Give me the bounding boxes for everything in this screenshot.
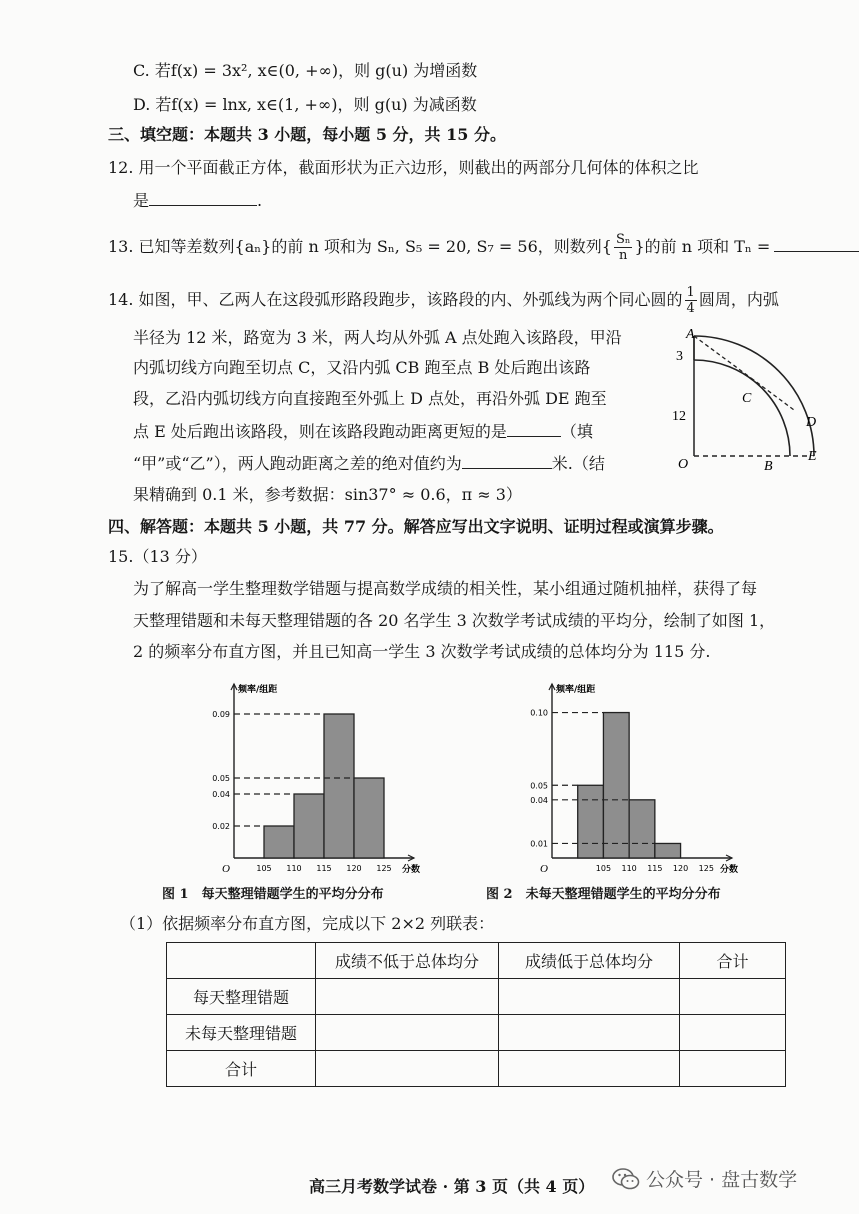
label-o: O	[678, 457, 689, 472]
wechat-icon	[612, 1168, 640, 1190]
label-12: 12	[672, 409, 686, 424]
label-b: B	[764, 459, 773, 474]
table-cell[interactable]	[499, 1051, 680, 1087]
q13-line: 13. 已知等差数列{aₙ}的前 n 项和为 Sₙ, S₅ = 20, S₇ = 56，则数列{ $\frac{\text{Sₙ}}{n}$ }的前 n 项和 Tₙ =	[108, 232, 859, 263]
x-tick-label: 110	[286, 864, 302, 873]
label-3: 3	[676, 349, 683, 364]
watermark	[612, 1165, 797, 1192]
q14-line1: 14. 如图，甲、乙两人在这段弧形路段跑步，该路段的内、外弧线为两个同心圆的 $\frac{1}{4}$ 圆周，内弧	[108, 285, 779, 316]
histogram-2	[518, 676, 748, 876]
x-tick-label: 125	[376, 864, 392, 873]
row-label: 合计	[167, 1051, 316, 1087]
table-header-row	[167, 943, 786, 979]
outer-arc	[694, 336, 817, 456]
y-tick-label: 0.01	[530, 839, 548, 849]
x-tick-label: 105	[256, 864, 272, 873]
table-cell[interactable]	[499, 979, 680, 1015]
inner-arc	[694, 360, 790, 456]
q12-line2: 是 .	[133, 191, 263, 210]
table-header-cell: 成绩不低于总体均分	[316, 943, 499, 979]
q14-line2: 半径为 12 米，路宽为 3 米，两人均从外弧 A 点处跑入该路段，甲沿	[133, 328, 622, 347]
table-cell[interactable]	[316, 979, 499, 1015]
tangent-to-c	[694, 336, 751, 378]
y-tick-label: 0.05	[212, 774, 230, 783]
q15-p3: 2 的频率分布直方图，并且已知高一学生 3 次数学考试成绩的总体均分为 115 分.	[133, 642, 711, 661]
x-tick-label: 115	[316, 864, 332, 873]
histogram-bar	[264, 826, 294, 858]
q15-header: 15.（13 分）	[108, 547, 207, 566]
label-c: C	[742, 391, 752, 406]
option-d: D. 若f(x) = lnx, x∈(1, +∞)，则 g(u) 为减函数	[133, 95, 477, 114]
table-cell[interactable]	[499, 1015, 680, 1051]
q13-fraction: $\frac{\text{Sₙ}}{n}$	[615, 232, 631, 263]
q14-fraction: $\frac{1}{4}$	[686, 285, 695, 316]
x-tick-label: 115	[647, 864, 663, 873]
y-tick-label: 0.09	[212, 710, 230, 719]
option-c: C. 若f(x) = 3x², x∈(0, +∞)，则 g(u) 为增函数	[133, 61, 478, 80]
q14-line7: 果精确到 0.1 米，参考数据：sin37° ≈ 0.6，π ≈ 3）	[133, 485, 522, 504]
x-tick-label: 105	[595, 864, 612, 873]
table-cell[interactable]	[316, 1015, 499, 1051]
y-tick-label: 0.02	[212, 822, 230, 831]
y-tick-label: 0.04	[212, 790, 230, 799]
table-cell[interactable]	[316, 1051, 499, 1087]
q14-line6: “甲”或“乙”），两人跑动距离之差的绝对值约为 米.（结	[133, 454, 605, 473]
x-axis-label: 分数	[720, 865, 739, 875]
histogram-bar	[294, 794, 324, 858]
q13-answer-blank[interactable]	[774, 235, 859, 252]
q14-line4: 段，乙沿内弧切线方向直接跑至外弧上 D 点处，再沿外弧 DE 跑至	[133, 389, 607, 408]
table-row	[167, 1051, 786, 1087]
q14-line5: 点 E 处后跑出该路段，则在该路段跑动距离更短的是 （填	[133, 422, 593, 441]
q15-p2: 天整理错题和未每天整理错题的各 20 名学生 3 次数学考试成绩的平均分，绘制了如图 1，	[133, 611, 776, 630]
table-cell	[167, 943, 316, 979]
y-tick-label: 0.04	[530, 795, 548, 805]
page-footer: 高三月考数学试卷 · 第 3 页（共 4 页）	[309, 1177, 595, 1196]
table-cell[interactable]	[680, 979, 786, 1015]
y-axis-label: 频率/组距	[238, 685, 278, 695]
chart-2-title: 图 2 未每天整理错题学生的平均分分布	[486, 887, 721, 902]
chart-1-title: 图 1 每天整理错题学生的平均分分布	[162, 887, 384, 902]
x-axis-label: 分数	[402, 865, 421, 875]
x-tick-label: 125	[698, 864, 714, 873]
y-tick-label: 0.05	[530, 781, 548, 791]
section-3-heading: 三、填空题：本题共 3 小题，每小题 5 分，共 15 分。	[108, 125, 506, 144]
tangent-to-d	[751, 378, 794, 410]
x-tick-label: 120	[346, 864, 362, 873]
y-axis-label: 频率/组距	[556, 685, 596, 695]
histogram-1	[200, 676, 430, 876]
x-tick-label: 120	[672, 864, 689, 873]
label-e: E	[808, 449, 817, 464]
table-row	[167, 1015, 786, 1051]
histogram-bar	[603, 713, 629, 858]
q14-answer-blank-2[interactable]	[462, 452, 552, 469]
row-label: 未每天整理错题	[167, 1015, 316, 1051]
watermark-text: 公众号 · 盘古数学	[646, 1169, 798, 1191]
histogram-bar	[578, 785, 604, 858]
table-header-cell: 成绩低于总体均分	[499, 943, 680, 979]
origin-label: O	[540, 863, 548, 875]
x-tick-label: 110	[621, 864, 637, 873]
q15-part1: （1）依据频率分布直方图，完成以下 2×2 列联表：	[120, 914, 495, 933]
y-tick-label: 0.10	[530, 708, 548, 718]
q12-line1: 12. 用一个平面截正方体，截面形状为正六边形，则截出的两部分几何体的体积之比	[108, 158, 699, 177]
table-cell[interactable]	[680, 1015, 786, 1051]
histogram-bar	[655, 843, 681, 858]
row-label: 每天整理错题	[167, 979, 316, 1015]
label-d: D	[806, 415, 817, 430]
section-4-heading: 四、解答题：本题共 5 小题，共 77 分。解答应写出文字说明、证明过程或演算步骤。	[108, 517, 724, 536]
histogram-bar	[354, 778, 384, 858]
histogram-bar	[629, 800, 655, 858]
q15-p1: 为了解高一学生整理数学错题与提高数学成绩的相关性，某小组通过随机抽样，获得了每	[133, 579, 758, 598]
q14-line3: 内弧切线方向跑至切点 C，又沿内弧 CB 跑至点 B 处后跑出该路	[133, 358, 591, 377]
contingency-table	[166, 942, 786, 1087]
q14-answer-blank-1[interactable]	[507, 420, 561, 437]
table-row	[167, 979, 786, 1015]
histogram-bar	[324, 714, 354, 858]
q12-answer-blank[interactable]	[149, 189, 257, 206]
label-a: A	[686, 328, 695, 342]
q14-arc-figure	[660, 328, 830, 478]
table-cell[interactable]	[680, 1051, 786, 1087]
table-header-cell: 合计	[680, 943, 786, 979]
origin-label: O	[222, 863, 230, 875]
